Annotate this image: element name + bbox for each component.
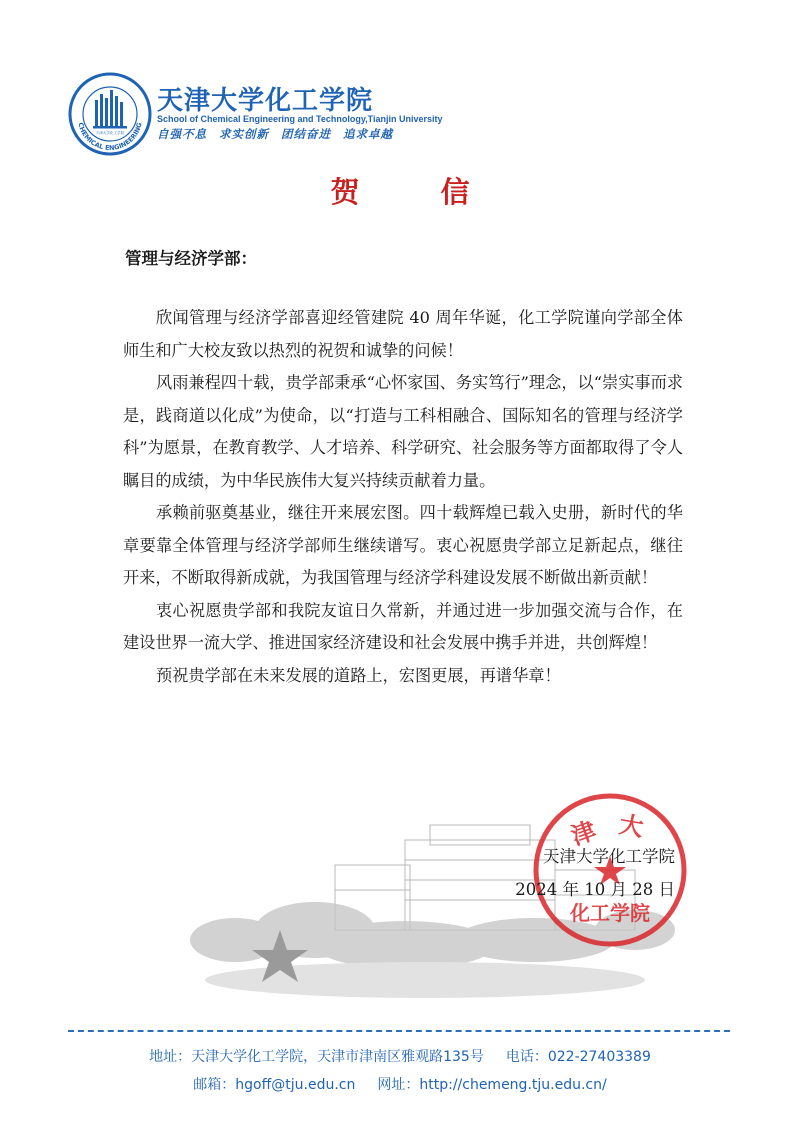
- phone-label: 电话：: [505, 1049, 548, 1065]
- seal-char: 大: [616, 810, 646, 843]
- motto-part: 自强不息: [157, 127, 207, 141]
- phone-value: 022-27403389: [547, 1049, 651, 1065]
- email-label: 邮箱：: [193, 1077, 236, 1093]
- email-value: hgoff@tju.edu.cn: [235, 1077, 356, 1093]
- letter-paragraph: 欣闻管理与经济学部喜迎经管建院 40 周年华诞，化工学院谨向学部全体师生和广大校友致以热烈的祝贺和诚挚的问候！: [123, 308, 683, 360]
- address-label: 地址：: [149, 1049, 192, 1065]
- website-label: 网址：: [377, 1077, 420, 1093]
- letter-body: [123, 302, 683, 692]
- website-value: http://chemeng.tju.edu.cn/: [419, 1077, 607, 1093]
- footer-divider: [68, 1030, 730, 1032]
- signature-organization: 天津大学化工学院: [543, 847, 675, 866]
- letter-title: 贺 信: [330, 175, 496, 209]
- school-emblem-logo: [68, 72, 152, 156]
- letter-salutation: 管理与经济学部：: [125, 249, 257, 268]
- signature-date: 2024 年 10 月 28 日: [515, 880, 675, 899]
- school-motto: [157, 126, 393, 142]
- letter-paragraph: 预祝贵学部在未来发展的道路上，宏图更展，再谱华章！: [156, 665, 561, 685]
- school-name-chinese: 天津大学化工学院: [157, 86, 374, 116]
- footer-web-line: [0, 1074, 800, 1094]
- motto-part: 求实创新: [219, 127, 269, 141]
- motto-part: 团结奋进: [281, 127, 331, 141]
- letter-paragraph: 衷心祝愿贵学部和我院友谊日久常新，并通过进一步加强交流与合作，在建设世界一流大学、推进国家经济建设和社会发展中携手并进，共创辉煌！: [123, 600, 683, 652]
- emblem-ring-text: CHEMICAL ENGINEERING: [76, 121, 144, 153]
- emblem-inner-text: 天津大学化工学院: [95, 131, 125, 135]
- school-name-english: School of Chemical Engineering and Technology,Tianjin University: [157, 114, 443, 124]
- address-value: 天津大学化工学院，天津市津南区雅观路135号: [191, 1049, 484, 1065]
- seal-char: 津: [567, 816, 600, 851]
- letter-paragraph: 风雨兼程四十载，贵学部秉承“心怀家国、务实笃行”理念，以“崇实事而求是，践商道以化成”为使命，以“打造与工科相融合、国际知名的管理与经济学科”为愿景，在教育教学、人才培养、科学研究、社会服务等方面都取得了令人瞩目的成绩，为中华民族伟大复兴持续贡献着力量。: [123, 373, 683, 490]
- seal-bottom-text: 化工学院: [570, 901, 650, 925]
- motto-part: 追求卓越: [343, 127, 393, 141]
- official-seal: [530, 790, 690, 950]
- letter-paragraph: 承赖前驱奠基业，继往开来展宏图。四十载辉煌已载入史册，新时代的华章要靠全体管理与经济学部师生继续谱写。衷心祝愿贵学部立足新起点，继往开来，不断取得新成就，为我国管理与经济学科建设发展不断做出新贡献！: [123, 503, 683, 587]
- footer-contact-line: [0, 1046, 800, 1066]
